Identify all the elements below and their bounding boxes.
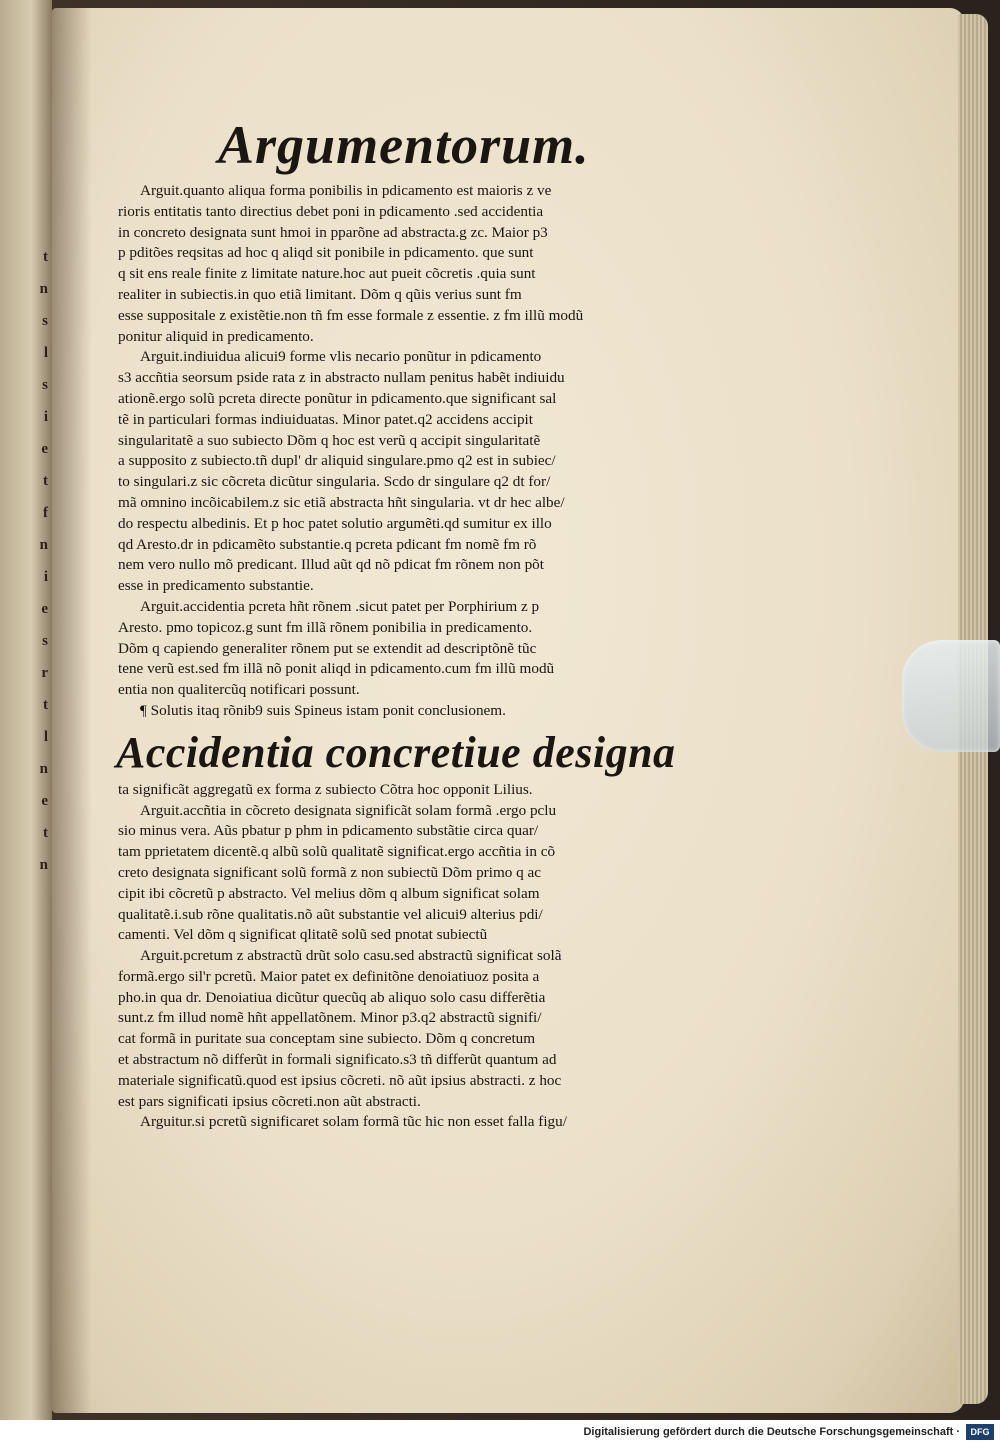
footer-credit: Digitalisierung gefördert durch die Deutsche Forschungsgemeinschaft · xyxy=(583,1426,960,1438)
previous-page-letter: t xyxy=(43,473,48,489)
page-heading: Argumentorum. xyxy=(218,115,590,175)
text-line: Arguit.indiuidua alicui9 forme vlis necario ponũtur in pdicamento xyxy=(140,348,542,366)
footer-bar xyxy=(0,1420,1000,1445)
text-line: ationẽ.ergo solũ pcreta directe ponũtur in pdicamento.que significant sal xyxy=(118,389,557,407)
previous-page-letter: e xyxy=(41,793,48,809)
paragraph xyxy=(118,1112,718,1133)
text-line: est pars significati ipsius cõcreti.non aũt abstracti. xyxy=(118,1092,421,1110)
conclusion-heading: Accidentia concretiue designa xyxy=(116,727,676,777)
paragraph xyxy=(118,181,718,347)
previous-page-letter: l xyxy=(43,345,48,361)
text-line: camenti. Vel dõm q significat qlitatẽ solũ sed pnotat subiectũ xyxy=(118,926,488,944)
text-line: Aresto. pmo topicoz.g sunt fm illã rõnem ponibilia in predicamento. xyxy=(118,618,533,636)
dfg-logo: DFG xyxy=(966,1424,994,1440)
text-line: tẽ in particulari formas indiuiduatas. Minor patet.q2 accidens accipit xyxy=(118,410,533,428)
paragraph xyxy=(118,597,718,701)
previous-page-letter: n xyxy=(39,537,48,553)
previous-page-letter: t xyxy=(43,825,48,841)
previous-page-letter: t xyxy=(43,249,48,265)
previous-page-letter: s xyxy=(42,313,48,329)
text-line: nem vero nullo mõ predicant. Illud aũt qd nõ pdicat fm rõnem non põt xyxy=(118,556,544,574)
text-block xyxy=(118,95,718,1133)
previous-page-letter: s xyxy=(42,633,48,649)
previous-page-letter: s xyxy=(42,377,48,393)
text-line: sunt.z fm illud nomẽ hñt appellatõnem. Minor p3.q2 abstractũ signifi/ xyxy=(118,1009,542,1027)
previous-page-letters xyxy=(0,0,52,1420)
text-line: formã.ergo sil'r pcretũ. Maior patet ex definitõne denoiatiuoz posita a xyxy=(118,967,540,985)
text-line: Arguitur.si pcretũ significaret solam formã tũc hic non esset falla figu/ xyxy=(140,1113,567,1131)
text-line: esse in predicamento substantie. xyxy=(118,577,314,595)
text-line: cat formã in puritate sua conceptam sine subiecto. Dõm q concretum xyxy=(118,1030,536,1048)
paragraph xyxy=(118,701,718,722)
previous-page-letter: n xyxy=(39,761,48,777)
spine-shadow xyxy=(52,8,92,1413)
previous-page-letter: e xyxy=(41,441,48,457)
text-line: cipit ibi cõcretũ p abstracto. Vel melius dõm q album significat solam xyxy=(118,884,540,902)
text-line: et abstractum nõ differũt in formali significato.s3 tñ differũt quantum ad xyxy=(118,1051,557,1069)
text-line: Arguit.pcretum z abstractũ drũt solo casu.sed abstractũ significat solã xyxy=(140,947,562,965)
text-line: Dõm q capiendo generaliter rõnem put se extendit ad descriptõnẽ tũc xyxy=(118,639,537,657)
text-line: realiter in subiectis.in quo etiã limitant. Dõm q qũis verius sunt fm xyxy=(118,285,522,303)
text-line: qd Aresto.dr in pdicamẽto substantie.q pcreta pdicant fm nomẽ fm rõ xyxy=(118,535,537,553)
text-line: ponitur aliquid in predicamento. xyxy=(118,327,314,345)
text-line: sio minus vera. Aũs pbatur p phm in pdicamento substãtie circa quar/ xyxy=(118,822,539,840)
previous-page-letter: r xyxy=(41,665,48,681)
text-line: Arguit.accñtia in cõcreto designata significãt solam formã .ergo pclu xyxy=(140,801,557,819)
text-line: rioris entitatis tanto directius debet poni in pdicamento .sed accidentia xyxy=(118,202,544,220)
text-line: Arguit.accidentia pcreta hñt rõnem .sicut patet per Porphirium z p xyxy=(140,597,540,615)
previous-page-letter: e xyxy=(41,601,48,617)
paragraph xyxy=(118,347,718,597)
text-line: qualitatẽ.i.sub rõne qualitatis.nõ aũt substantie vel alicui9 alterius pdi/ xyxy=(118,905,543,923)
text-line: esse suppositale z existẽtie.non tñ fm esse formale z essentie. z fm illũ modũ xyxy=(118,306,584,324)
text-line: tene verũ est.sed fm illã nõ ponit aliqd in pdicamento.cum fm illũ modũ xyxy=(118,660,555,678)
text-line: ta significãt aggregatũ ex forma z subiecto Cõtra hoc opponit Lilius. xyxy=(118,780,533,798)
previous-page-letter: i xyxy=(43,409,48,425)
text-line: creto designata significant solũ formã z non subiectũ Dõm primo q ac xyxy=(118,863,542,881)
previous-page-letter: t xyxy=(43,697,48,713)
text-line: do respectu albedinis. Et p hoc patet solutio argumẽti.qd sumitur ex illo xyxy=(118,514,552,532)
text-line: q sit ens reale finite z limitate nature.hoc aut pueit cõcretis .quia sunt xyxy=(118,265,536,283)
text-line: mã omnino incõicabilem.z sic etiã abstracta hñt singularia. vt dr hec albe/ xyxy=(118,493,565,511)
text-line: to singulari.z sic cõcreta dicũtur singularia. Scdo dr singulare q2 dt for/ xyxy=(118,473,551,491)
text-line: materiale significatũ.quod est ipsius cõcreti. nõ aũt ipsius abstracti. z hoc xyxy=(118,1071,562,1089)
text-line: p pditões reqsitas ad hoc q aliqd sit ponibile in pdicamento. que sunt xyxy=(118,244,534,262)
text-line: tam pprietatem dicentẽ.q albũ solũ qualitatẽ significat.ergo accñtia in cõ xyxy=(118,843,556,861)
text-line: in concreto designata sunt hmoi in pparõne ad abstracta.g zc. Maior p3 xyxy=(118,223,548,241)
text-line: a supposito z subiecto.tñ dupl' dr aliquid singulare.pmo q2 est in subiec/ xyxy=(118,452,556,470)
text-line: entia non qualitercũq notificari possunt. xyxy=(118,681,360,699)
text-line: s3 accñtia seorsum pside rata z in abstracto nullam penitus habẽt indiuidu xyxy=(118,369,565,387)
paragraph xyxy=(118,780,718,801)
paragraph xyxy=(118,801,718,947)
text-line: pho.in qua dr. Denoiatiua dicũtur quecũq ab aliquo solo casu differẽtia xyxy=(118,988,546,1006)
paragraph xyxy=(118,946,718,1112)
previous-page-letter: i xyxy=(43,569,48,585)
page-clip xyxy=(902,640,1000,752)
text-line: singularitatẽ a suo subiecto Dõm q hoc est verũ q accipit singularitatẽ xyxy=(118,431,541,449)
text-section-b xyxy=(118,780,718,1134)
previous-page-letter: n xyxy=(39,281,48,297)
text-line: Arguit.quanto aliqua forma ponibilis in pdicamento est maioris z ve xyxy=(140,182,552,199)
previous-page-letter: n xyxy=(39,857,48,873)
previous-page-letter: l xyxy=(43,729,48,745)
text-section-a xyxy=(118,181,718,722)
previous-page-letter: f xyxy=(43,505,48,521)
text-line: ¶ Solutis itaq rõnib9 suis Spineus istam ponit conclusionem. xyxy=(140,701,506,719)
previous-page-edge xyxy=(0,0,52,1420)
